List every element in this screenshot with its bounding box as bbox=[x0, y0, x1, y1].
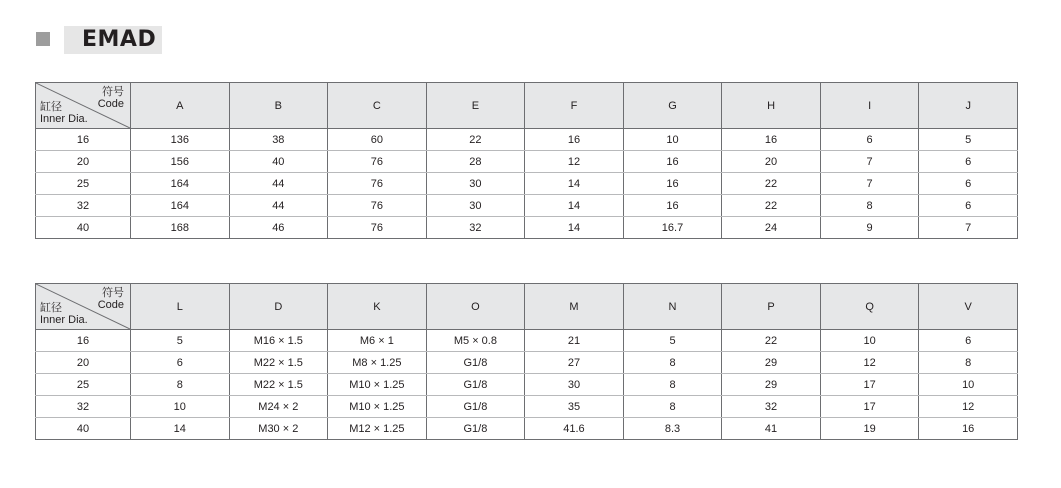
table-cell: 19 bbox=[820, 418, 919, 440]
table-cell: 16 bbox=[623, 195, 722, 217]
table-cell: 8.3 bbox=[623, 418, 722, 440]
inner-dia-label bbox=[40, 101, 88, 125]
table-cell: 22 bbox=[722, 173, 821, 195]
table-cell: 8 bbox=[919, 352, 1018, 374]
bore-size-cell: 16 bbox=[36, 129, 131, 151]
table-cell: 12 bbox=[919, 396, 1018, 418]
table-cell: 156 bbox=[131, 151, 230, 173]
column-header: A bbox=[131, 83, 230, 129]
table-cell: 10 bbox=[623, 129, 722, 151]
table-cell: M6 × 1 bbox=[328, 330, 427, 352]
table-cell: M5 × 0.8 bbox=[426, 330, 525, 352]
table-cell: M10 × 1.25 bbox=[328, 374, 427, 396]
bore-size-cell: 20 bbox=[36, 352, 131, 374]
table-cell: 76 bbox=[328, 217, 427, 239]
table-cell: 38 bbox=[229, 129, 328, 151]
table-cell: 20 bbox=[722, 151, 821, 173]
table-cell: 7 bbox=[820, 173, 919, 195]
table-cell: 164 bbox=[131, 195, 230, 217]
column-header: Q bbox=[820, 284, 919, 330]
column-header: M bbox=[525, 284, 624, 330]
table-cell: 16 bbox=[623, 173, 722, 195]
dimension-table-2 bbox=[35, 283, 1018, 440]
table-cell: 6 bbox=[919, 151, 1018, 173]
table-cell: M12 × 1.25 bbox=[328, 418, 427, 440]
table-row bbox=[36, 217, 1018, 239]
table-cell: 6 bbox=[919, 173, 1018, 195]
column-header: B bbox=[229, 83, 328, 129]
table-cell: 76 bbox=[328, 151, 427, 173]
table-cell: 10 bbox=[131, 396, 230, 418]
bore-size-cell: 32 bbox=[36, 195, 131, 217]
table-cell: 168 bbox=[131, 217, 230, 239]
table-cell: 10 bbox=[820, 330, 919, 352]
table-cell: 16 bbox=[919, 418, 1018, 440]
table-cell: G1/8 bbox=[426, 396, 525, 418]
table-cell: 14 bbox=[131, 418, 230, 440]
bore-size-cell: 25 bbox=[36, 173, 131, 195]
table-cell: 14 bbox=[525, 195, 624, 217]
table-cell: 6 bbox=[131, 352, 230, 374]
table-cell: 32 bbox=[426, 217, 525, 239]
table-cell: 8 bbox=[131, 374, 230, 396]
column-header: L bbox=[131, 284, 230, 330]
table-cell: 41.6 bbox=[525, 418, 624, 440]
column-header: F bbox=[525, 83, 624, 129]
column-header: K bbox=[328, 284, 427, 330]
table-cell: 16 bbox=[623, 151, 722, 173]
corner-header-cell bbox=[36, 83, 131, 129]
column-header: E bbox=[426, 83, 525, 129]
table-cell: G1/8 bbox=[426, 352, 525, 374]
table-cell: 30 bbox=[426, 195, 525, 217]
table-cell: 5 bbox=[623, 330, 722, 352]
table-cell: 44 bbox=[229, 195, 328, 217]
table-cell: 16.7 bbox=[623, 217, 722, 239]
table-cell: 28 bbox=[426, 151, 525, 173]
code-label bbox=[98, 287, 124, 311]
table-cell: M8 × 1.25 bbox=[328, 352, 427, 374]
table-cell: G1/8 bbox=[426, 418, 525, 440]
table-cell: 16 bbox=[722, 129, 821, 151]
inner-dia-label-cn: 缸径 bbox=[40, 101, 62, 113]
title-square-icon bbox=[36, 32, 50, 46]
table-cell: 5 bbox=[919, 129, 1018, 151]
table-cell: 22 bbox=[722, 195, 821, 217]
inner-dia-label-en: Inner Dia. bbox=[40, 113, 88, 125]
table-cell: 41 bbox=[722, 418, 821, 440]
column-header: D bbox=[229, 284, 328, 330]
table-cell: 29 bbox=[722, 374, 821, 396]
code-label-cn: 符号 bbox=[102, 86, 124, 98]
column-header: O bbox=[426, 284, 525, 330]
inner-dia-label-cn: 缸径 bbox=[40, 302, 62, 314]
table-cell: 32 bbox=[722, 396, 821, 418]
table-row bbox=[36, 374, 1018, 396]
table-cell: 22 bbox=[426, 129, 525, 151]
table-cell: 21 bbox=[525, 330, 624, 352]
table-cell: 27 bbox=[525, 352, 624, 374]
column-header: N bbox=[623, 284, 722, 330]
bore-size-cell: 16 bbox=[36, 330, 131, 352]
header-row bbox=[36, 83, 1018, 129]
table-cell: 14 bbox=[525, 217, 624, 239]
table-cell: 12 bbox=[820, 352, 919, 374]
table-cell: 8 bbox=[623, 374, 722, 396]
table-cell: G1/8 bbox=[426, 374, 525, 396]
table-cell: 136 bbox=[131, 129, 230, 151]
table-cell: M24 × 2 bbox=[229, 396, 328, 418]
table-cell: 22 bbox=[722, 330, 821, 352]
column-header: H bbox=[722, 83, 821, 129]
column-header: I bbox=[820, 83, 919, 129]
header-row bbox=[36, 284, 1018, 330]
table-cell: 164 bbox=[131, 173, 230, 195]
table-cell: 30 bbox=[426, 173, 525, 195]
table-cell: 6 bbox=[820, 129, 919, 151]
code-label-cn: 符号 bbox=[102, 287, 124, 299]
table-row bbox=[36, 195, 1018, 217]
dimension-table-1 bbox=[35, 82, 1018, 239]
table-cell: M30 × 2 bbox=[229, 418, 328, 440]
table-cell: M16 × 1.5 bbox=[229, 330, 328, 352]
table-cell: M22 × 1.5 bbox=[229, 352, 328, 374]
table-cell: M10 × 1.25 bbox=[328, 396, 427, 418]
inner-dia-label bbox=[40, 302, 88, 326]
table-cell: 8 bbox=[623, 396, 722, 418]
bore-size-cell: 25 bbox=[36, 374, 131, 396]
table-cell: 12 bbox=[525, 151, 624, 173]
table-cell: 40 bbox=[229, 151, 328, 173]
bore-size-cell: 32 bbox=[36, 396, 131, 418]
table-cell: 16 bbox=[525, 129, 624, 151]
bore-size-cell: 40 bbox=[36, 418, 131, 440]
column-header: G bbox=[623, 83, 722, 129]
column-header: V bbox=[919, 284, 1018, 330]
table-cell: 35 bbox=[525, 396, 624, 418]
column-header: P bbox=[722, 284, 821, 330]
table-cell: 29 bbox=[722, 352, 821, 374]
bore-size-cell: 20 bbox=[36, 151, 131, 173]
column-header: C bbox=[328, 83, 427, 129]
table-cell: 76 bbox=[328, 195, 427, 217]
table-cell: 10 bbox=[919, 374, 1018, 396]
table-row bbox=[36, 418, 1018, 440]
table-cell: 60 bbox=[328, 129, 427, 151]
table-cell: 7 bbox=[820, 151, 919, 173]
corner-header-cell bbox=[36, 284, 131, 330]
table-cell: 7 bbox=[919, 217, 1018, 239]
table-cell: 5 bbox=[131, 330, 230, 352]
table-cell: 8 bbox=[820, 195, 919, 217]
table-cell: 6 bbox=[919, 330, 1018, 352]
table-cell: M22 × 1.5 bbox=[229, 374, 328, 396]
table-cell: 17 bbox=[820, 396, 919, 418]
table-row bbox=[36, 151, 1018, 173]
table-row bbox=[36, 330, 1018, 352]
table-row bbox=[36, 352, 1018, 374]
table-cell: 17 bbox=[820, 374, 919, 396]
table-row bbox=[36, 129, 1018, 151]
table-cell: 9 bbox=[820, 217, 919, 239]
code-label-en: Code bbox=[97, 299, 124, 311]
table-cell: 76 bbox=[328, 173, 427, 195]
table-row bbox=[36, 173, 1018, 195]
table-cell: 44 bbox=[229, 173, 328, 195]
code-label-en: Code bbox=[97, 98, 124, 110]
bore-size-cell: 40 bbox=[36, 217, 131, 239]
page-title: EMAD bbox=[64, 26, 162, 54]
table-cell: 8 bbox=[623, 352, 722, 374]
inner-dia-label-en: Inner Dia. bbox=[40, 314, 88, 326]
table-cell: 14 bbox=[525, 173, 624, 195]
table-row bbox=[36, 396, 1018, 418]
column-header: J bbox=[919, 83, 1018, 129]
table-cell: 46 bbox=[229, 217, 328, 239]
table-cell: 6 bbox=[919, 195, 1018, 217]
table-cell: 30 bbox=[525, 374, 624, 396]
code-label bbox=[98, 86, 124, 110]
table-cell: 24 bbox=[722, 217, 821, 239]
